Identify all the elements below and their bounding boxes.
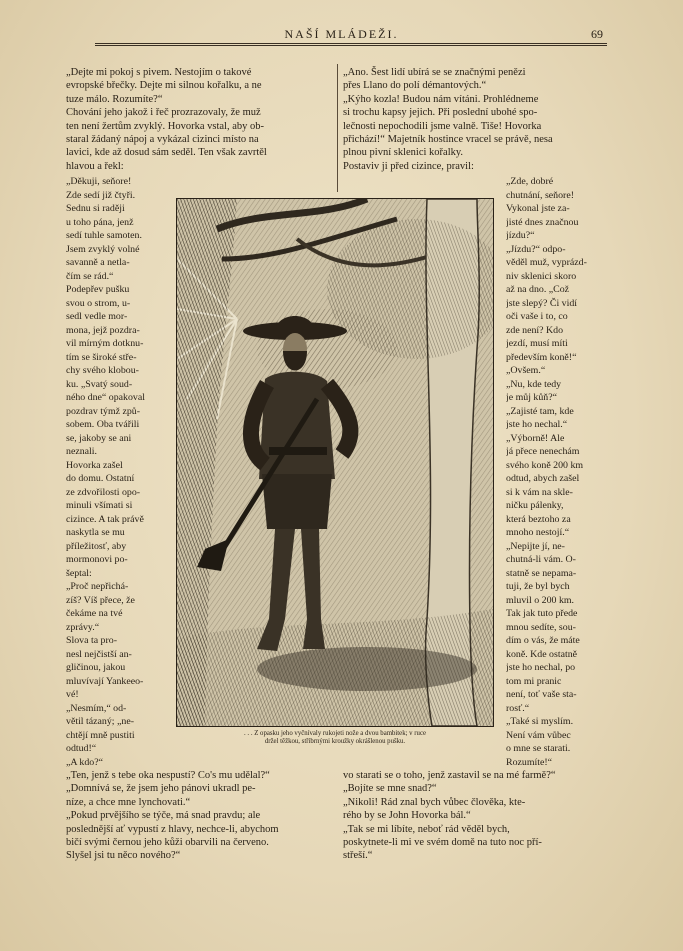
left-column-bottom-text: „Ten, jenž s tebe oka nespustí? Co's mu udělal?“ „Domnívá se, že jsem jeho pánovi ukradl pe- níze, a chce mne lynchovati.“ „Pokud prvějšího se týče, má snad pravdu; ale poslednější ať vypustí z hlavy, nechce-li, abychom bičí svými černou jeho kůži obarvili na červeno. Slyšel jsi tu něco nového?“	[66, 770, 279, 862]
header-rule	[95, 43, 607, 46]
left-column-top-text: „Dejte mi pokoj s pivem. Nestojím o takové evropské břečky. Dejte mi silnou kořalku, a ne tuze málo. Rozumíte?“ Chování jeho jakož i řeč prozrazovaly, že muž ten není žertům zvyklý. Hovorka vstal, aby ob- staral žádaný nápoj a vykázal cizinci místo na lavici, kde až dosud sám seděl. Ten však zavrtěl hlavou a řekl:	[66, 67, 267, 172]
column-divider	[337, 64, 338, 192]
engraving-illustration	[176, 198, 494, 727]
left-column-narrow-text: „Děkuji, seňore! Zde sedí již čtyři. Sednu si raději u toho pána, jenž sedí tuhle samoten. Jsem zvyklý volné savanně a netla- čím se rád.“ Podepřev pušku svou o strom, u- sedl vedle mor- mona, jejž pozdra- vil mírným dotknu- tím se široké stře- chy svého klobou- ku. „Svatý soud- ného dne“ opakoval pozdrav týmž způ- sobem. Oba tvářili se, jakoby se ani neznali. Hovorka zašel do domu. Ostatní ze zdvořilosti opo- minuli všímati si cizince. A tak právě naskytla se mu příležitosť, aby mormonovi po- šeptal: „Proč nepřichá- zíš? Víš přece, že čekáme na tvé zprávy.“ Slova ta pro- nesl nejčistší an- gličinou, jakou mluvívají Yankeeo- vé! „Nesmím,“ od- větil tázaný; „ne- chtějí mně pustiti odtud!“ „A kdo?“	[66, 176, 145, 767]
figure-shadow	[257, 647, 477, 691]
page-number: 69	[591, 27, 603, 41]
right-column-narrow-text: „Zde, dobré chutnání, seňore! Vykonal jste za- jisté dnes značnou jízdu?“ „Jízdu?“ odpo- věděl muž, vyprázd- niv sklenici skoro až na dno. „Což jste slepý? Či vidí oči vaše i to, co zde není? Kdo jezdí, musí míti především koně!“ „Ovšem.“ „Nu, kde tedy je můj kůň?“ „Zajisté tam, kde jste ho nechal.“ „Výborně! Ale já přece nenechám svého koně 200 km odtud, abych zašel si k vám na skle- ničku pálenky, která beztoho za mnoho nestojí.“ „Nepijte jí, ne- chutná-li vám. O- statně se nepama- tuji, že byl bych mluvil o 200 km. Tak jak tuto přede mnou sedíte, sou- dím o vás, že máte koně. Kde ostatně jste ho nechal, po tom mi pranic není, toť vaše sta- rosť.“ „Také si myslím. Není vám vůbec o mne se starati. Rozumíte!“	[506, 176, 587, 767]
engraving-svg	[177, 199, 493, 726]
right-column-top-text: „Ano. Šest lidí ubírá se se značnými penězi přes Llano do polí démantových.“ „Kýho kozla! Budou nám vítáni. Prohlédneme si trochu kapsy jejich. Při poslední ubohé spo- lečnosti nepochodili jsme valně. Tiše! Hovorka přichází!“ Majetník hostince vracel se právě, nesa plnou pivní sklenici kořalky. Postaviv ji před cizince, pravil:	[343, 67, 553, 172]
running-head-title: NAŠÍ MLÁDEŽI.	[284, 27, 399, 41]
illustration-caption: . . . Z opasku jeho vyčnívaly rukojeti nože a dvou bambitek; v ruce držel těžkou, stříbrnými kroužky okrášlenou pušku.	[244, 730, 426, 745]
right-column-bottom-text: vo starati se o toho, jenž zastavil se na mé farmě?“ „Bojíte se mne snad?“ „Nikoli! Rád znal bych vůbec člověka, kte- rého by se John Hovorka bál.“ „Tak se mi líbíte, neboť rád věděl bych, poskytnete-li mi ve svém domě na tuto noc pří- střeší.“	[343, 770, 556, 862]
